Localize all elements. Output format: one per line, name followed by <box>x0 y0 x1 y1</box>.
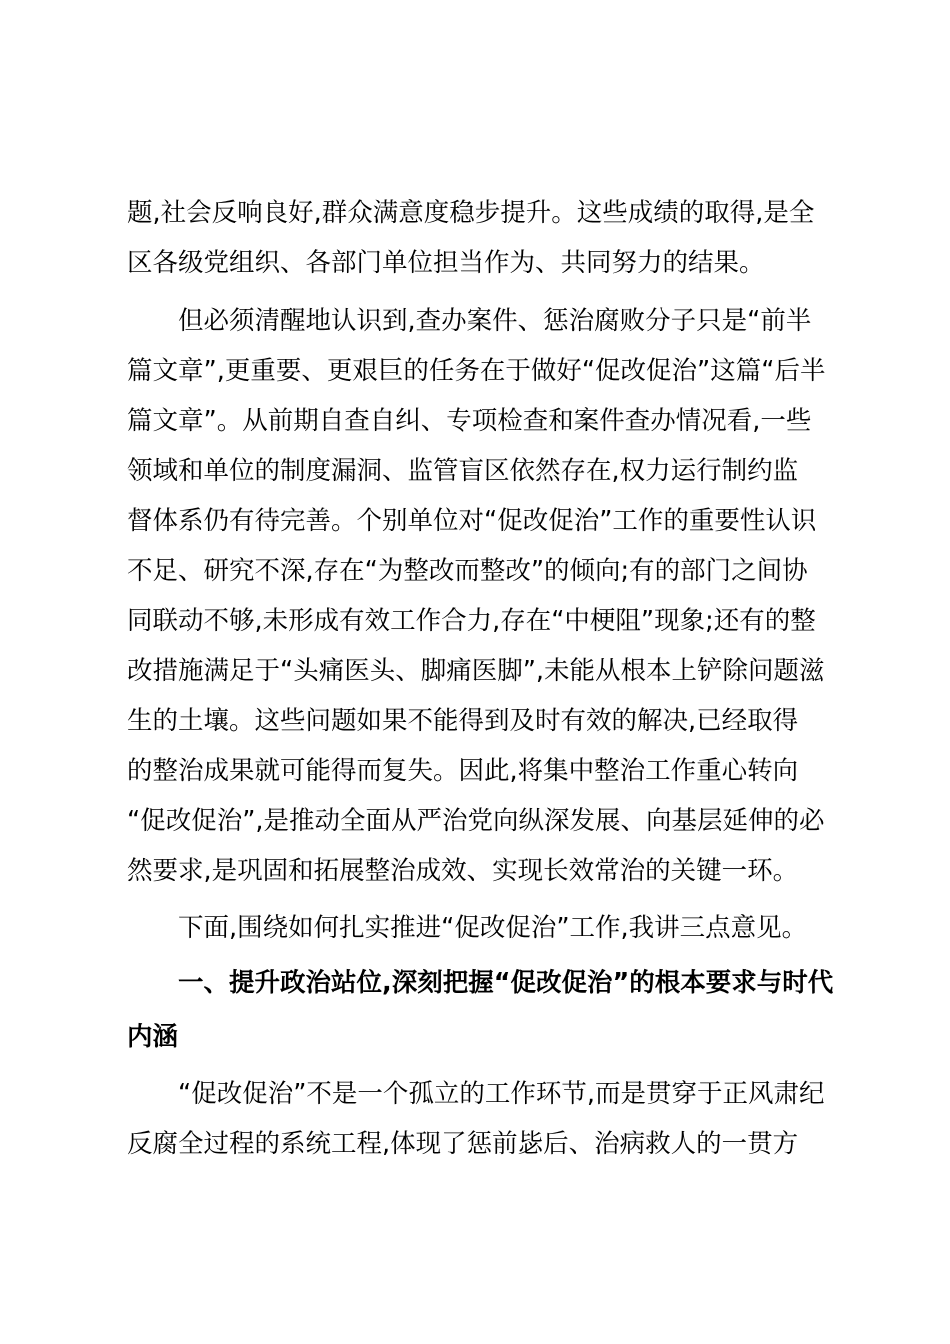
paragraph-continuation <box>127 188 827 288</box>
text-line: 督体系仍有待完善。个别单位对“促改促治”工作的重要性认识 <box>127 506 817 536</box>
text-line: 篇文章”,更重要、更艰巨的任务在于做好“促改促治”这篇“后半 <box>127 356 826 386</box>
paragraph-intro <box>127 903 827 953</box>
text-line: 的整治成果就可能得而复失。因此,将集中整治工作重心转向 <box>127 756 799 786</box>
text-line: 改措施满足于“头痛医头、脚痛医脚”,未能从根本上铲除问题滋 <box>127 656 825 686</box>
text-line: 但必须清醒地认识到,查办案件、惩治腐败分子只是“前半 <box>178 306 812 336</box>
heading-line: 内涵 <box>127 1022 179 1052</box>
paragraph-section-body <box>127 1069 827 1169</box>
paragraph-problems <box>127 296 827 896</box>
document-body <box>127 188 834 1169</box>
text-line: 然要求,是巩固和拓展整治成效、实现长效常治的关键一环。 <box>127 856 799 886</box>
text-line: “促改促治”,是推动全面从严治党向纵深发展、向基层延伸的必 <box>127 806 825 836</box>
text-line: 篇文章”。从前期自查自纠、专项检查和案件查办情况看,一些 <box>127 406 812 436</box>
text-line: 生的土壤。这些问题如果不能得到及时有效的解决,已经取得 <box>127 706 799 736</box>
section-heading <box>127 956 834 1064</box>
text-line: 题,社会反响良好,群众满意度稳步提升。这些成绩的取得,是全 <box>127 198 815 228</box>
heading-line: 一、提升政治站位,深刻把握“促改促治”的根本要求与时代 <box>178 968 834 998</box>
text-line: 领域和单位的制度漏洞、监管盲区依然存在,权力运行制约监 <box>127 456 799 486</box>
text-line: “促改促治”不是一个孤立的工作环节,而是贯穿于正风肃纪 <box>178 1079 825 1109</box>
text-line: 同联动不够,未形成有效工作合力,存在“中梗阻”现象;还有的整 <box>127 606 816 636</box>
text-line: 反腐全过程的系统工程,体现了惩前毖后、治病救人的一贯方 <box>127 1129 799 1159</box>
text-line: 下面,围绕如何扎实推进“促改促治”工作,我讲三点意见。 <box>178 913 808 943</box>
text-line: 区各级党组织、各部门单位担当作为、共同努力的结果。 <box>127 248 765 278</box>
text-line: 不足、研究不深,存在“为整改而整改”的倾向;有的部门之间协 <box>127 556 808 586</box>
